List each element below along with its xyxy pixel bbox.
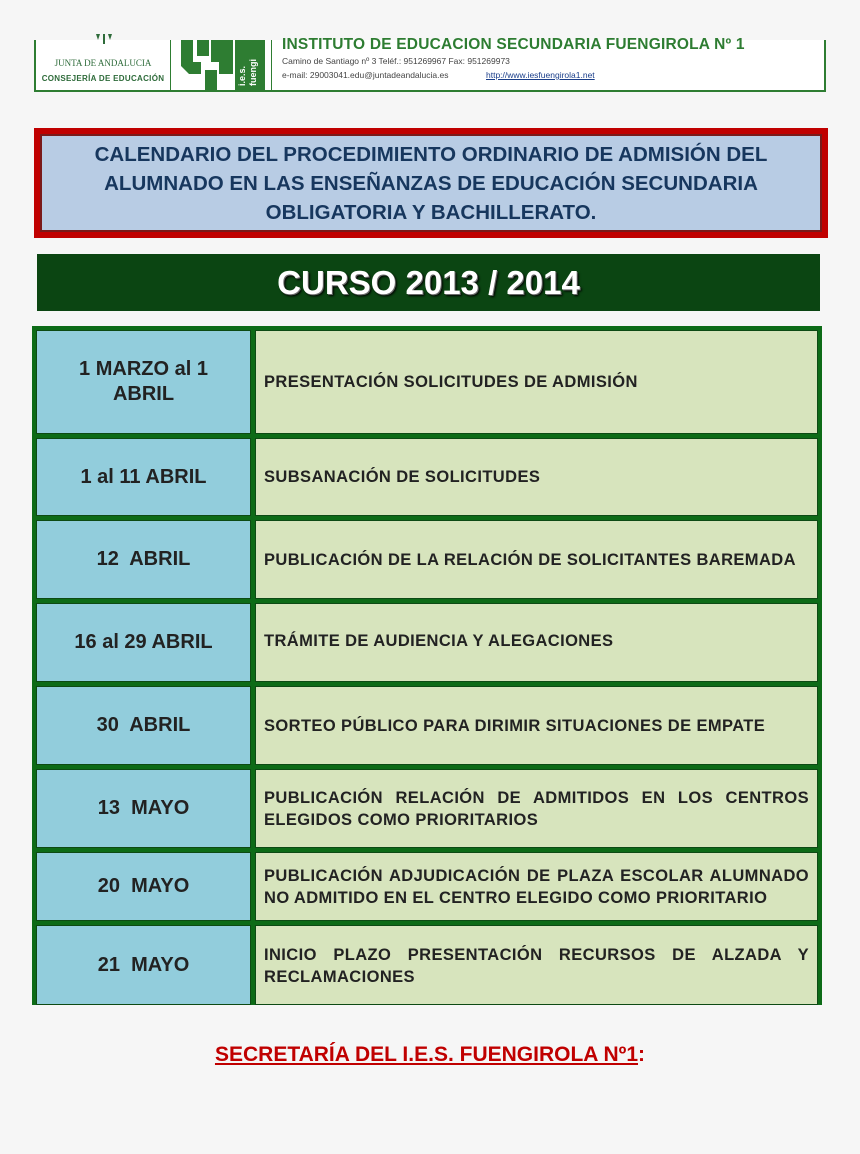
schedule-date: 13 MAYO [36,769,251,848]
ies-logo [171,40,272,90]
table-row [36,438,818,516]
schedule-event: SORTEO PÚBLICO PARA DIRIMIR SITUACIONES DE EMPATE [255,686,818,765]
curso-banner [37,254,820,311]
schedule-date: 16 al 29 ABRIL [36,603,251,682]
schedule-event: SUBSANACIÓN DE SOLICITUDES [255,438,818,516]
junta-logo-block [36,40,171,90]
table-row [36,520,818,599]
curso-title: CURSO 2013 / 2014 [277,263,580,301]
document-title-box [34,128,828,238]
junta-emblem-icon [92,34,116,46]
schedule-date: 1 al 11 ABRIL [36,438,251,516]
letterhead-text [272,36,824,90]
consejeria-name: CONSEJERÍA DE EDUCACIÓN [41,74,165,83]
schedule-event: INICIO PLAZO PRESENTACIÓN RECURSOS DE ALZADA Y RECLAMACIONES [255,925,818,1005]
table-row [36,925,818,1005]
junta-name: JUNTA DE ANDALUCIA [54,58,152,68]
table-row [36,603,818,682]
schedule-date: 20 MAYO [36,852,251,921]
schedule-event: PRESENTACIÓN SOLICITUDES DE ADMISIÓN [255,330,818,434]
table-row [36,852,818,921]
ies-logo-text: i.e.s. fuengi [237,59,258,86]
secretaria-label: SECRETARÍA DEL I.E.S. FUENGIROLA Nº1 [214,1043,639,1066]
institute-address: Camino de Santiago nº 3 Teléf.: 951269967 Fax: 951269973 [282,56,510,66]
schedule-date: 1 MARZO al 1 ABRIL [36,330,251,434]
table-row [36,769,818,848]
document-title: CALENDARIO DEL PROCEDIMIENTO ORDINARIO DE ADMISIÓN DEL ALUMNADO EN LAS ENSEÑANZAS DE EDUCACIÓN SECUNDARIA OBLIGATORIA Y BACHILLERATO. [94,142,768,224]
footer-colon: : [638,1043,646,1066]
schedule-event: PUBLICACIÓN DE LA RELACIÓN DE SOLICITANTES BAREMADA [255,520,818,599]
institute-url-link[interactable]: http://www.iesfuengirola1.net [486,70,595,80]
schedule-date: 30 ABRIL [36,686,251,765]
schedule-date: 21 MAYO [36,925,251,1005]
schedule-date: 12 ABRIL [36,520,251,599]
schedule-event: TRÁMITE DE AUDIENCIA Y ALEGACIONES [255,603,818,682]
institute-email: e-mail: 29003041.edu@juntadeandalucia.es [282,70,449,80]
document-title-inner [40,134,822,232]
schedule-event: PUBLICACIÓN RELACIÓN DE ADMITIDOS EN LOS CENTROS ELEGIDOS COMO PRIORITARIOS [255,769,818,848]
letterhead [34,36,826,92]
schedule-table [32,326,822,1005]
schedule-event: PUBLICACIÓN ADJUDICACIÓN DE PLAZA ESCOLAR ALUMNADO NO ADMITIDO EN EL CENTRO ELEGIDO COMO PRIORITARIO [255,852,818,921]
table-row [36,330,818,434]
footer-signature [0,1043,860,1067]
institute-name: INSTITUTO DE EDUCACION SECUNDARIA FUENGIROLA Nº 1 [282,36,745,53]
table-row [36,686,818,765]
